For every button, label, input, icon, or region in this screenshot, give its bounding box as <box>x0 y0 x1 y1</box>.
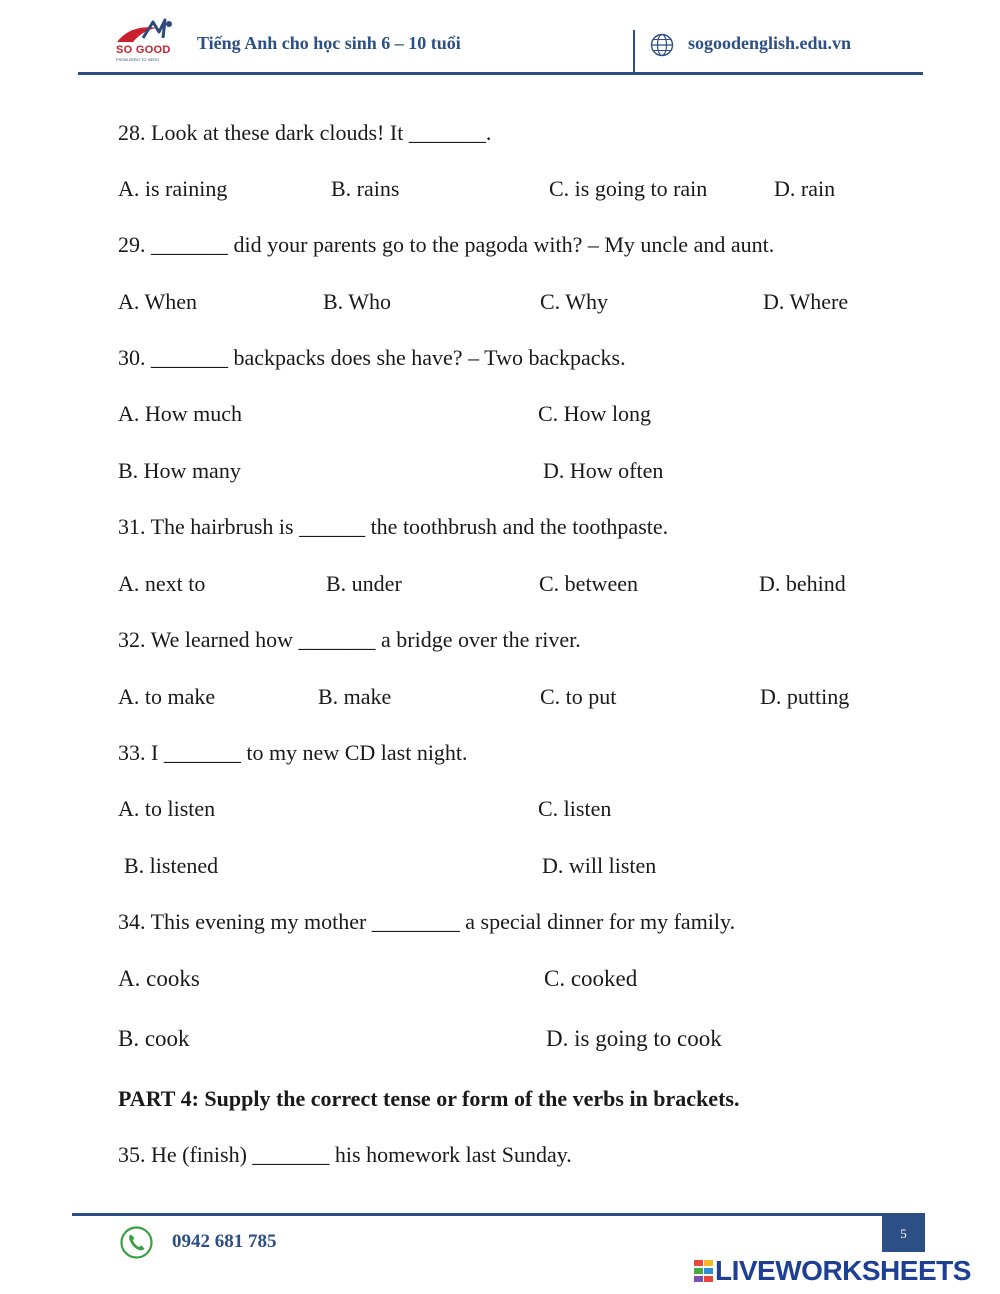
question-30-option-b: B. How many <box>118 458 241 483</box>
question-29-option-d: D. Where <box>763 289 849 314</box>
question-28-option-d: D. rain <box>774 176 836 201</box>
header-rule <box>78 72 923 75</box>
footer-rule <box>72 1213 925 1216</box>
question-29-option-c: C. Why <box>540 289 609 314</box>
question-32-option-c: C. to put <box>540 684 617 709</box>
globe-icon <box>650 33 674 57</box>
phone-icon <box>120 1226 153 1259</box>
liveworksheets-text: LIVEWORKSHEETS <box>715 1255 971 1286</box>
question-28-option-b: B. rains <box>331 176 400 201</box>
question-28-option-c: C. is going to rain <box>549 176 708 201</box>
question-33-option-a: A. to listen <box>118 796 216 821</box>
question-29-option-b: B. Who <box>323 289 392 314</box>
question-34-option-d: D. is going to cook <box>546 1026 722 1051</box>
logo-tagline: FROM ZERO TO HERO <box>116 57 160 62</box>
question-34-option-a: A. cooks <box>118 966 200 991</box>
header-title: Tiếng Anh cho học sinh 6 – 10 tuổi <box>197 33 461 53</box>
question-34-prompt: 34. This evening my mother ________ a special dinner for my family. <box>118 909 736 934</box>
question-33-option-b: B. listened <box>124 853 219 878</box>
question-32-option-a: A. to make <box>118 684 216 709</box>
header-divider <box>633 30 635 73</box>
page-number: 5 <box>882 1214 925 1252</box>
question-30-prompt: 30. _______ backpacks does she have? – Two backpacks. <box>118 345 626 370</box>
logo-text: SO GOOD <box>116 44 171 56</box>
sogood-logo <box>113 18 179 66</box>
question-32-option-b: B. make <box>318 684 392 709</box>
question-29-option-a: A. When <box>118 289 198 314</box>
question-32-option-d: D. putting <box>760 684 850 709</box>
question-31-option-d: D. behind <box>759 571 846 596</box>
part-4-heading: PART 4: Supply the correct tense or form of the verbs in brackets. <box>118 1086 740 1111</box>
question-30-option-a: A. How much <box>118 401 243 426</box>
liveworksheets-mark-icon <box>693 1259 715 1283</box>
question-34-option-b: B. cook <box>118 1026 190 1051</box>
question-35-prompt: 35. He (finish) _______ his homework last Sunday. <box>118 1142 572 1167</box>
question-33-prompt: 33. I _______ to my new CD last night. <box>118 740 468 765</box>
question-28-prompt: 28. Look at these dark clouds! It _______. <box>118 120 492 145</box>
question-31-prompt: 31. The hairbrush is ______ the toothbrush and the toothpaste. <box>118 514 669 539</box>
question-34-option-c: C. cooked <box>544 966 638 991</box>
question-33-option-d: D. will listen <box>542 853 657 878</box>
question-33-option-c: C. listen <box>538 796 612 821</box>
question-30-option-c: C. How long <box>538 401 652 426</box>
question-29-prompt: 29. _______ did your parents go to the pagoda with? – My uncle and aunt. <box>118 232 775 257</box>
footer-phone-number: 0942 681 785 <box>172 1231 277 1252</box>
header-website-link[interactable]: sogoodenglish.edu.vn <box>688 33 852 53</box>
question-31-option-a: A. next to <box>118 571 206 596</box>
question-28-option-a: A. is raining <box>118 176 228 201</box>
question-31-option-b: B. under <box>326 571 402 596</box>
question-31-option-c: C. between <box>539 571 638 596</box>
question-30-option-d: D. How often <box>543 458 664 483</box>
question-32-prompt: 32. We learned how _______ a bridge over the river. <box>118 627 581 652</box>
